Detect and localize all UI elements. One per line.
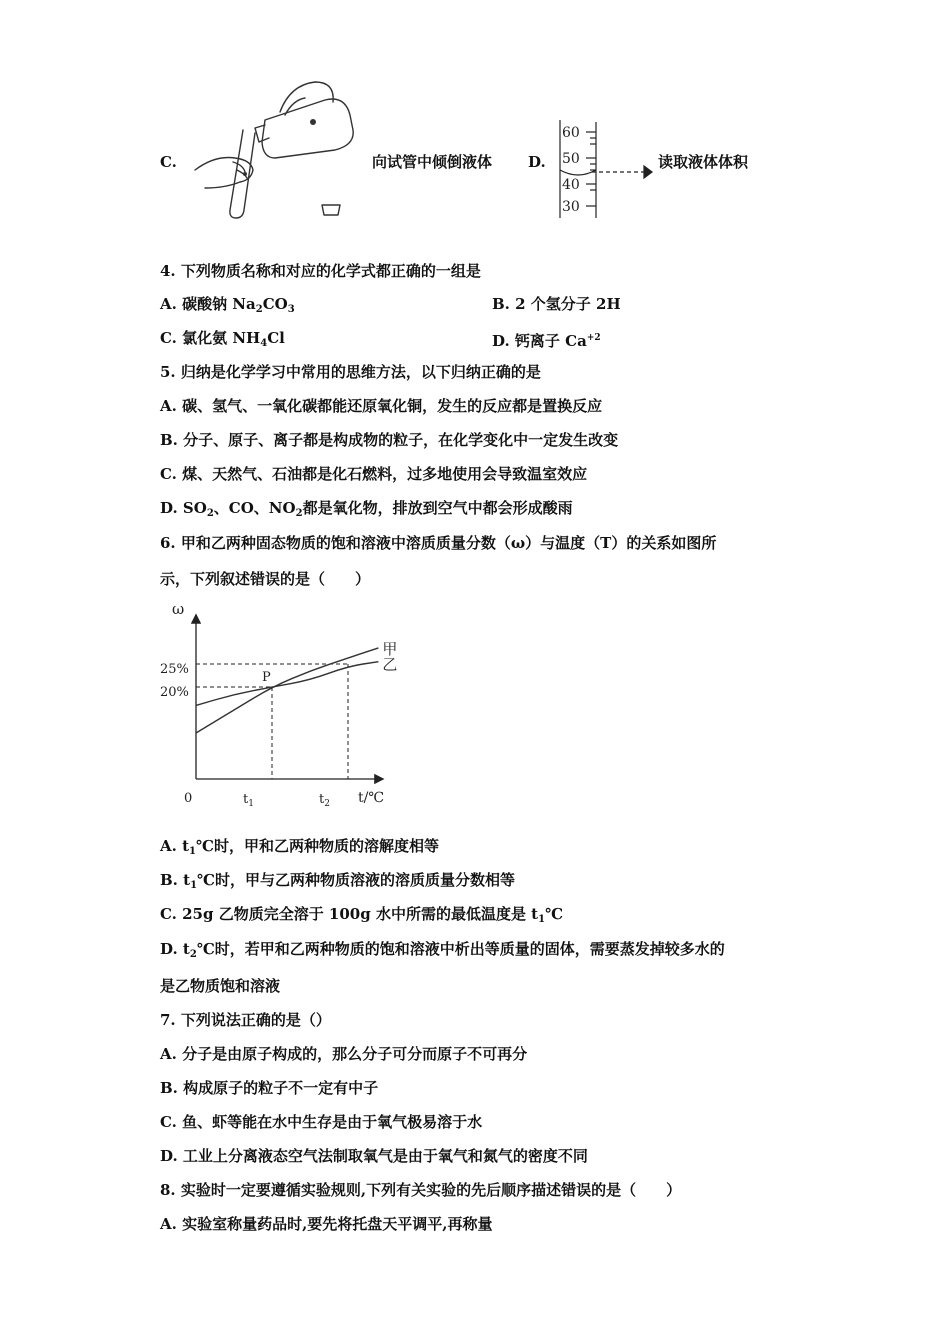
point-p-label: P — [262, 670, 271, 685]
cylinder-tick-60: 60 — [562, 125, 580, 141]
q4-stem: 4. 下列物质名称和对应的化学式都正确的一组是 — [160, 262, 481, 280]
q8-stem: 8. 实验时一定要遵循实验规则,下列有关实验的先后顺序描述错误的是（ ） — [160, 1181, 682, 1199]
x-tick-t1: $t_1$ — [243, 792, 254, 809]
cylinder-tick-50: 50 — [562, 151, 580, 167]
y-tick-20: 20% — [160, 685, 189, 700]
q7-option-c: C. 鱼、虾等能在水中生存是由于氧气极易溶于水 — [160, 1113, 483, 1131]
q8-option-a: A. 实验室称量药品时,要先将托盘天平调平,再称量 — [160, 1215, 493, 1233]
q5-option-a: A. 碳、氢气、一氧化碳都能还原氧化铜，发生的反应都是置换反应 — [160, 397, 603, 415]
x-tick-t2: $t_2$ — [319, 792, 330, 809]
q3-option-d-caption: 读取液体体积 — [658, 153, 749, 171]
q5-option-d: D. $SO_2$、CO、$NO_2$都是氧化物，排放到空气中都会形成酸雨 — [160, 499, 573, 519]
q5-stem: 5. 归纳是化学学习中常用的思维方法，以下归纳正确的是 — [160, 363, 541, 381]
q5-option-b: B. 分子、原子、离子都是构成物的粒子，在化学变化中一定发生改变 — [160, 431, 619, 449]
q6-option-d: D. $t_2℃$时，若甲和乙两种物质的饱和溶液中析出等质量的固体，需要蒸发掉较多水的 — [160, 940, 725, 960]
q7-option-a: A. 分子是由原子构成的，那么分子可分而原子不可再分 — [160, 1045, 528, 1063]
q6-stem-line1: 6. 甲和乙两种固态物质的饱和溶液中溶质质量分数（ω）与温度（T）的关系如图所 — [160, 534, 717, 552]
q3-option-c-caption: 向试管中倾倒液体 — [372, 153, 493, 171]
series-label-yi: 乙 — [382, 655, 398, 674]
x-axis-label: t/℃ — [358, 790, 385, 806]
q6-option-d-cont: 是乙物质饱和溶液 — [160, 977, 281, 995]
y-tick-25: 25% — [160, 662, 189, 677]
solubility-chart — [150, 596, 398, 814]
graduated-cylinder-reading-illustration — [556, 118, 656, 222]
y-axis-label: ω — [172, 600, 185, 618]
q3-option-d-label: D. — [528, 153, 546, 171]
series-line-jia — [196, 648, 378, 733]
q5-option-c: C. 煤、天然气、石油都是化石燃料，过多地使用会导致温室效应 — [160, 465, 588, 483]
q4-option-a: A. 碳酸钠 $Na_2CO_3$ — [160, 295, 295, 315]
q6-option-a: A. $t_1℃$时，甲和乙两种物质的溶解度相等 — [160, 837, 439, 857]
series-line-yi — [196, 662, 378, 706]
q7-stem: 7. 下列说法正确的是（） — [160, 1011, 331, 1029]
q6-option-b: B. $t_1℃$时，甲与乙两种物质溶液的溶质质量分数相等 — [160, 871, 516, 891]
origin-label: 0 — [184, 791, 193, 806]
q6-stem-line2: 示，下列叙述错误的是（ ） — [160, 570, 371, 588]
q7-option-d: D. 工业上分离液态空气法制取氧气是由于氧气和氮气的密度不同 — [160, 1147, 588, 1165]
pouring-liquid-illustration — [185, 70, 360, 220]
q4-option-d: D. 钙离子 $Ca^{+2}$ — [492, 332, 601, 350]
q7-option-b: B. 构成原子的粒子不一定有中子 — [160, 1079, 379, 1097]
q4-option-b: B. 2 个氢分子 2H — [492, 295, 621, 313]
q3-option-c-label: C. — [160, 153, 177, 171]
q4-option-c: C. 氯化氨 $NH_4Cl$ — [160, 329, 285, 349]
series-label-jia: 甲 — [382, 639, 398, 658]
cylinder-tick-30: 30 — [562, 199, 580, 215]
q6-option-c: C. 25g 乙物质完全溶于 100g 水中所需的最低温度是 $t_1℃$ — [160, 905, 564, 925]
cylinder-tick-40: 40 — [562, 177, 580, 193]
